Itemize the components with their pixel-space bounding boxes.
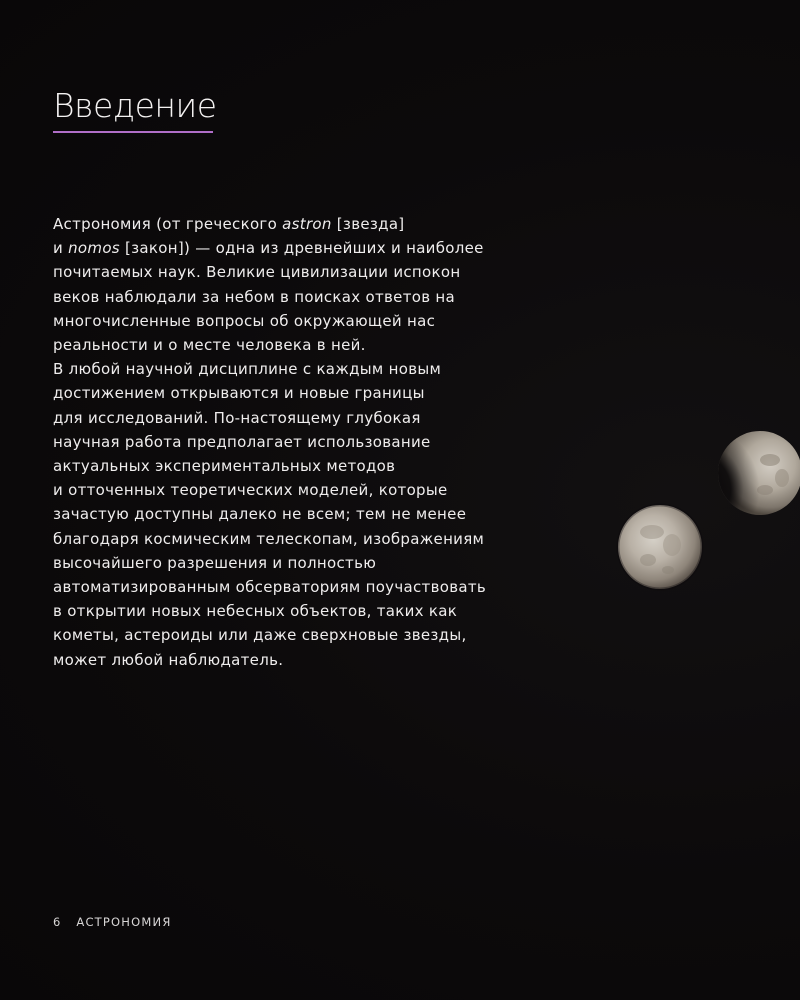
body-text-segment: реальности и о месте человека в ней. [53,336,366,355]
body-text-segment: В любой научной дисциплине с каждым новым [53,360,442,379]
body-line [53,599,533,623]
body-line [53,333,533,357]
italic-term: astron [282,215,332,233]
body-line [53,575,533,599]
body-line [53,406,533,430]
body-text-segment: автоматизированным обсерваториям поучаствовать [53,578,487,597]
upper-moon [686,431,800,526]
body-text-segment: высочайшего разрешения и полностью [53,553,377,572]
body-paragraph [53,212,533,672]
body-line [53,430,533,454]
page-footer [53,915,172,929]
body-line [53,212,533,236]
body-line [53,502,533,526]
body-line [53,236,533,260]
title-underline [53,131,213,133]
body-text-segment: может любой наблюдатель. [53,650,284,669]
lower-moon [618,505,702,589]
page-title: Введение [53,86,217,125]
body-line [53,381,533,405]
body-text-segment: и [53,239,69,258]
body-text-segment: зачастую доступны далеко не всем; тем не менее [53,505,467,524]
body-text-segment: [звезда] [331,215,405,233]
body-line [53,623,533,647]
body-text-segment: [закон]) — одна из древнейших и наиболее [119,239,484,258]
body-text-segment: почитаемых наук. Великие цивилизации испокон [53,263,461,282]
body-text-segment: в открытии новых небесных объектов, таких как [53,602,458,621]
body-text-segment: благодаря космическим телескопам, изображениям [53,529,485,548]
body-line [53,527,533,551]
body-text-segment: научная работа предполагает использование [53,432,431,451]
body-line [53,478,533,502]
body-text-segment: для исследований. По-настоящему глубокая [53,408,421,427]
body-line [53,260,533,284]
running-header-section: АСТРОНОМИЯ [76,915,172,929]
italic-term: nomos [68,239,120,258]
body-line [53,551,533,575]
page-number: 6 [53,915,62,929]
body-text-segment: многочисленные вопросы об окружающей нас [53,311,436,330]
body-line [53,648,533,672]
body-text-segment: Астрономия (от греческого [53,215,283,233]
body-line [53,454,533,478]
body-text-segment: кометы, астероиды или даже сверхновые звезды, [53,626,467,645]
body-line [53,357,533,381]
body-text-segment: актуальных экспериментальных методов [53,457,396,476]
body-text-segment: веков наблюдали за небом в поисках ответов на [53,287,456,306]
moons-image [600,420,800,600]
body-line [53,285,533,309]
body-text-segment: достижением открываются и новые границы [53,384,425,403]
body-text-segment: и отточенных теоретических моделей, которые [53,481,448,500]
body-line [53,309,533,333]
